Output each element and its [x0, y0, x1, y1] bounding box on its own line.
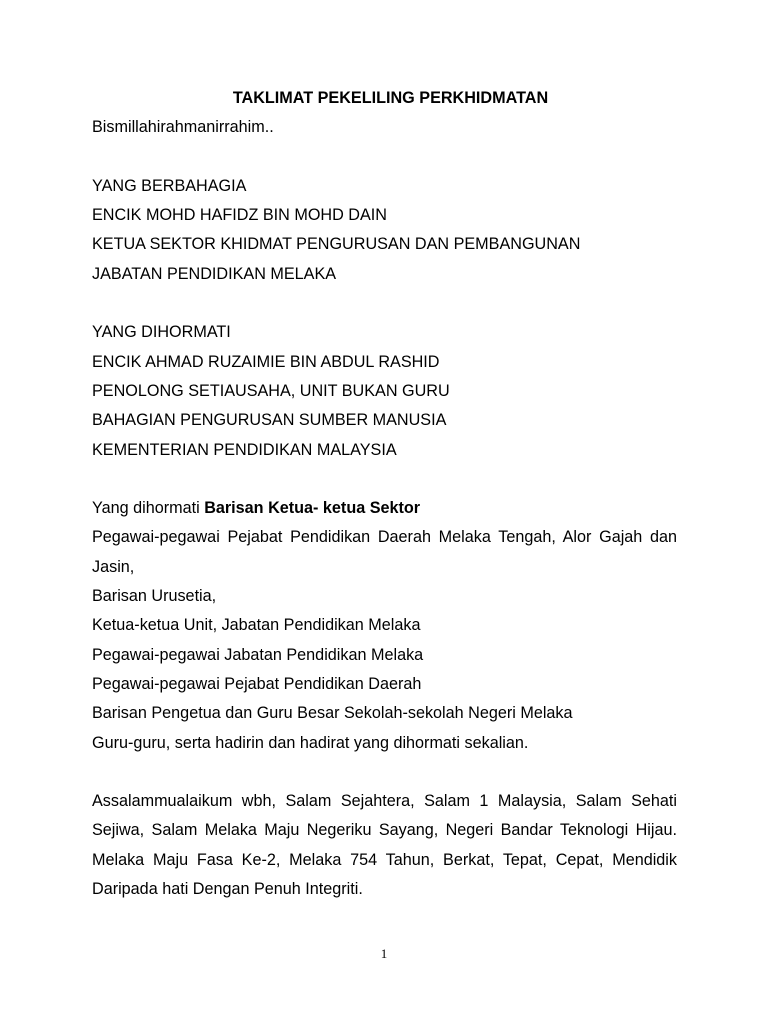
addressee-block-3	[92, 494, 677, 758]
intro-plain: Yang dihormati	[92, 499, 205, 518]
addressee-line: KETUA SEKTOR KHIDMAT PENGURUSAN DAN PEMBANGUNAN	[92, 235, 581, 254]
addressee-block-2	[92, 318, 677, 464]
document-body	[92, 84, 677, 904]
addressee-line: BAHAGIAN PENGURUSAN SUMBER MANUSIA	[92, 411, 447, 430]
addressee-line: Guru-guru, serta hadirin dan hadirat yang dihormati sekalian.	[92, 733, 529, 752]
addressee-block-1	[92, 172, 677, 289]
spacer	[92, 465, 677, 494]
addressee-line: Barisan Pengetua dan Guru Besar Sekolah-sekolah Negeri Melaka	[92, 704, 573, 723]
intro-bold: Barisan Ketua- ketua Sektor	[204, 499, 421, 518]
addressee-line: PENOLONG SETIAUSAHA, UNIT BUKAN GURU	[92, 381, 450, 400]
spacer	[92, 758, 677, 787]
greeting-paragraph: Assalammualaikum wbh, Salam Sejahtera, Salam 1 Malaysia, Salam Sehati Sejiwa, Salam Melaka Maju Negeriku Sayang, Negeri Bandar Teknologi Hijau. Melaka Maju Fasa Ke-2, Melaka 754 Tahun, Berkat, Tepat, Cepat, Mendidik Daripada hati Dengan Penuh Integriti.	[92, 792, 677, 899]
spacer	[92, 289, 677, 318]
spacer	[92, 143, 677, 172]
page-number: 1	[380, 946, 388, 961]
officers-paragraph: Pegawai-pegawai Pejabat Pendidikan Daerah Melaka Tengah, Alor Gajah dan Jasin,	[92, 528, 677, 576]
addressee-line: Ketua-ketua Unit, Jabatan Pendidikan Melaka	[92, 616, 421, 635]
addressee-line: YANG BERBAHAGIA	[92, 176, 247, 195]
addressee-line: ENCIK MOHD HAFIDZ BIN MOHD DAIN	[92, 206, 387, 225]
addressee-line: Barisan Urusetia,	[92, 587, 217, 606]
addressee-line: Pegawai-pegawai Pejabat Pendidikan Daerah	[92, 674, 422, 693]
intro-line	[92, 494, 677, 523]
addressee-line: ENCIK AHMAD RUZAIMIE BIN ABDUL RASHID	[92, 352, 440, 371]
addressee-line: JABATAN PENDIDIKAN MELAKA	[92, 264, 337, 283]
addressee-line: YANG DIHORMATI	[92, 323, 231, 342]
addressee-line: Pegawai-pegawai Jabatan Pendidikan Melaka	[92, 645, 424, 664]
document-title: TAKLIMAT PEKELILING PERKHIDMATAN	[232, 89, 549, 107]
opening-line: Bismillahirahmanirrahim..	[92, 118, 274, 137]
addressee-line: KEMENTERIAN PENDIDIKAN MALAYSIA	[92, 440, 397, 459]
